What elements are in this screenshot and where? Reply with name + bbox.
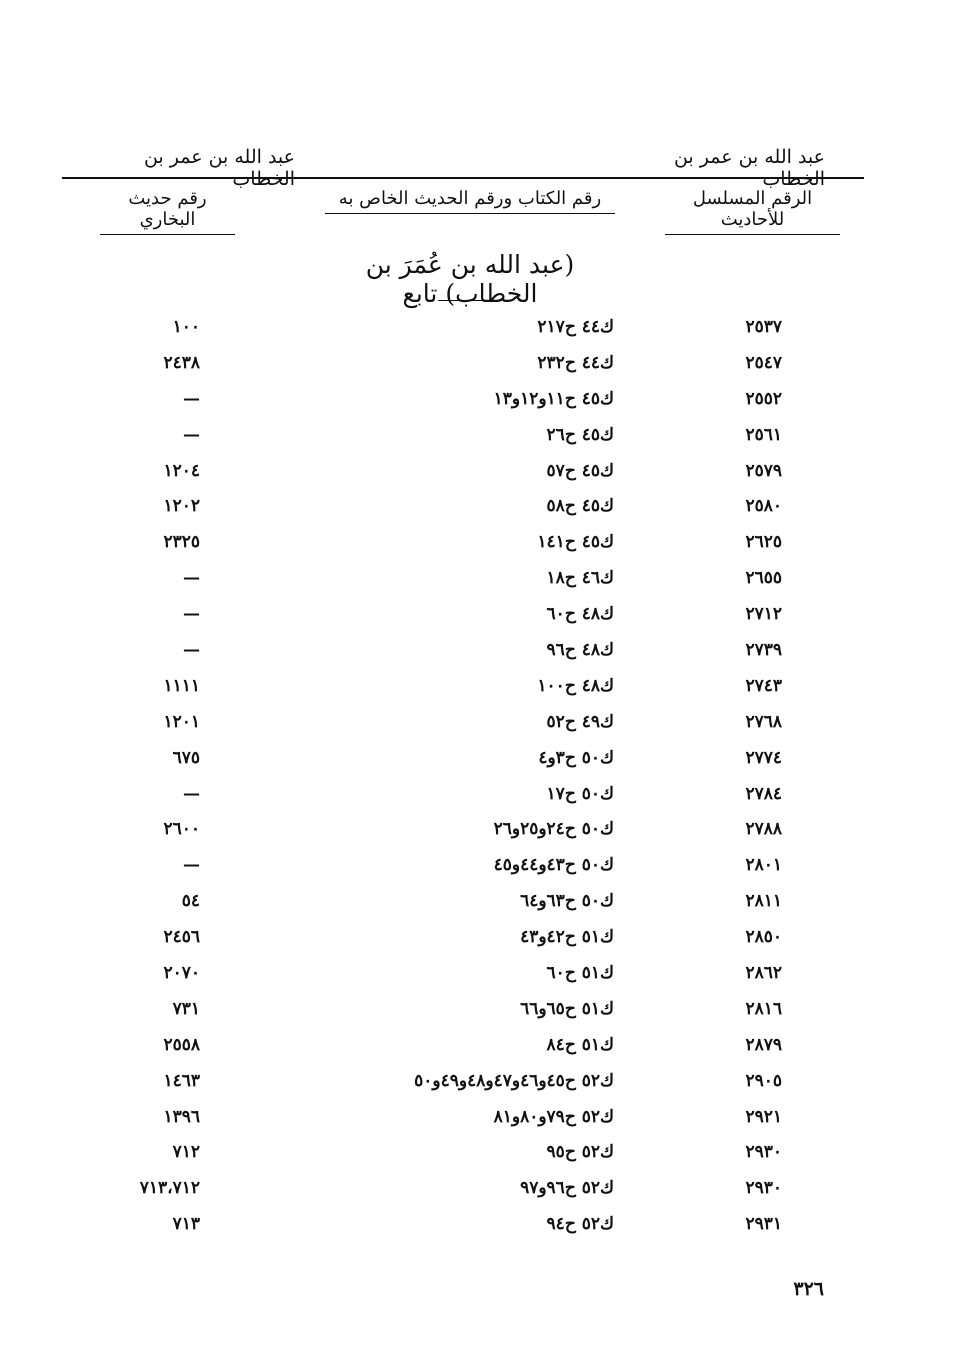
table-row [0, 705, 956, 741]
table-row [0, 561, 956, 597]
table-row [0, 1135, 956, 1171]
serial-cell: ٢٨١٦ [745, 998, 782, 1019]
bukhari-cell: ٢٠٧٠ [163, 963, 200, 984]
bukhari-cell: ١٢٠٢ [163, 496, 200, 517]
table-row [0, 741, 956, 777]
reference-cell: ك٥٢ ح٧٩و٨٠و٨١ [493, 1106, 614, 1127]
serial-cell: ٢٧٦٨ [745, 711, 782, 732]
reference-cell: ك٥١ ح٨٤ [546, 1034, 614, 1055]
serial-cell: ٢٧٨٤ [745, 783, 782, 804]
bukhari-cell: ٢٣٢٥ [163, 532, 200, 553]
section-rule [438, 300, 500, 301]
table-row [0, 597, 956, 633]
bukhari-cell: ٢٤٣٨ [163, 352, 200, 373]
reference-cell: ك٥٠ ح٢٤و٢٥و٢٦ [493, 819, 614, 840]
serial-cell: ٢٩٣٠ [745, 1178, 782, 1199]
serial-cell: ٢٨٠١ [745, 855, 782, 876]
serial-cell: ٢٩٣٠ [745, 1142, 782, 1163]
table-row [0, 920, 956, 956]
bukhari-cell: — [183, 424, 200, 445]
bukhari-cell: ٧١٣،٧١٢ [139, 1178, 200, 1199]
reference-cell: ك٤٨ ح٦٠ [546, 604, 614, 625]
serial-cell: ٢٧٣٩ [745, 640, 782, 661]
table-row [0, 992, 956, 1028]
bukhari-cell: ١١١١ [163, 675, 200, 696]
serial-cell: ٢٨٧٩ [745, 1034, 782, 1055]
column-header-reference: رقم الكتاب ورقم الحديث الخاص به [325, 188, 615, 214]
serial-cell: ٢٥٥٢ [745, 388, 782, 409]
reference-cell: ك٥٠ ح٤٣و٤٤و٤٥ [493, 855, 614, 876]
table-row [0, 310, 956, 346]
bukhari-cell: ٢٤٥٦ [163, 927, 200, 948]
reference-cell: ك٤٥ ح١١و١٢و١٣ [493, 388, 614, 409]
serial-cell: ٢٥٣٧ [745, 317, 782, 337]
serial-cell: ٢٩٠٥ [745, 1070, 782, 1091]
serial-cell: ٢٧٧٤ [745, 747, 782, 768]
bukhari-cell: ١٢٠١ [163, 711, 200, 732]
reference-cell: ك٤٥ ح٥٨ [546, 496, 614, 517]
table-body [0, 310, 956, 1243]
reference-cell: ك٤٩ ح٥٢ [546, 711, 614, 732]
serial-cell: ٢٦٢٥ [745, 532, 782, 553]
reference-cell: ك٥٠ ح٣و٤ [538, 747, 614, 768]
bukhari-cell: ٧١٣ [172, 1214, 200, 1235]
serial-cell: ٢٩٢١ [745, 1106, 782, 1127]
reference-cell: ك٥٢ ح٩٤ [546, 1214, 614, 1235]
serial-cell: ٢٨١١ [745, 891, 782, 912]
bukhari-cell: ١٢٠٤ [163, 460, 200, 481]
reference-cell: ك٥٢ ح٩٥ [546, 1142, 614, 1163]
table-row [0, 382, 956, 418]
table-row [0, 956, 956, 992]
reference-cell: ك٤٤ ح٢٣٢ [537, 352, 614, 373]
reference-cell: ك٥٠ ح٦٣و٦٤ [520, 891, 614, 912]
serial-cell: ٢٥٦١ [745, 424, 782, 445]
bukhari-cell: — [183, 640, 200, 661]
running-header-left: عبد الله بن عمر بن الخطاب [143, 146, 295, 190]
serial-cell: ٢٧٨٨ [745, 819, 782, 840]
reference-cell: ك٥١ ح٦٥و٦٦ [520, 998, 614, 1019]
table-row [0, 1207, 956, 1243]
running-header-right: عبد الله بن عمر بن الخطاب [673, 146, 825, 190]
table-row [0, 812, 956, 848]
serial-cell: ٢٦٥٥ [745, 568, 782, 589]
reference-cell: ك٤٦ ح١٨ [546, 568, 614, 589]
reference-cell: ك٥٠ ح١٧ [546, 783, 614, 804]
section-title: (عبد الله بن عُمَرَ بن الخطاب) تابع [365, 250, 575, 308]
reference-cell: ك٥٢ ح٩٦و٩٧ [520, 1178, 614, 1199]
table-row [0, 489, 956, 525]
serial-cell: ٢٨٥٠ [745, 927, 782, 948]
table-row [0, 346, 956, 382]
table-row [0, 1100, 956, 1136]
table-row [0, 1171, 956, 1207]
bukhari-cell: — [183, 604, 200, 625]
serial-cell: ٢٧١٢ [745, 604, 782, 625]
column-header-serial: الرقم المسلسل للأحاديث [665, 188, 840, 235]
table-row [0, 633, 956, 669]
bukhari-cell: ٧١٢ [172, 1142, 200, 1163]
serial-cell: ٢٧٤٣ [745, 675, 782, 696]
bukhari-cell: — [183, 855, 200, 876]
bukhari-cell: ١٠٠ [172, 317, 200, 337]
serial-cell: ٢٥٧٩ [745, 460, 782, 481]
bukhari-cell: ٢٥٥٨ [163, 1034, 200, 1055]
table-row [0, 884, 956, 920]
bukhari-cell: ٧٣١ [172, 998, 200, 1019]
bukhari-cell: ١٤٦٣ [163, 1070, 200, 1091]
table-row [0, 454, 956, 490]
table-row [0, 848, 956, 884]
bukhari-cell: ٢٦٠٠ [163, 819, 200, 840]
serial-cell: ٢٩٣١ [745, 1214, 782, 1235]
reference-cell: ك٤٨ ح١٠٠ [537, 675, 614, 696]
bukhari-cell: ١٣٩٦ [163, 1106, 200, 1127]
serial-cell: ٢٥٨٠ [745, 496, 782, 517]
column-header-bukhari: رقم حديث البخاري [100, 188, 235, 235]
table-row [0, 525, 956, 561]
table-row [0, 1028, 956, 1064]
table-row [0, 669, 956, 705]
reference-cell: ك٤٥ ح٥٧ [546, 460, 614, 481]
reference-cell: ك٥١ ح٦٠ [546, 963, 614, 984]
table-row [0, 1064, 956, 1100]
table-row [0, 777, 956, 813]
reference-cell: ك٤٨ ح٩٦ [546, 640, 614, 661]
reference-cell: ك٤٥ ح٢٦ [546, 424, 614, 445]
bukhari-cell: ٦٧٥ [172, 747, 200, 768]
reference-cell: ك٤٥ ح١٤١ [537, 532, 614, 553]
table-row [0, 418, 956, 454]
header-rule [62, 177, 864, 179]
reference-cell: ك٥٢ ح٤٥و٤٦و٤٧و٤٨و٤٩و٥٠ [414, 1070, 614, 1091]
bukhari-cell: ٥٤ [181, 891, 200, 912]
bukhari-cell: — [183, 388, 200, 409]
bukhari-cell: — [183, 783, 200, 804]
reference-cell: ك٥١ ح٤٢و٤٣ [520, 927, 614, 948]
reference-cell: ك٤٤ ح٢١٧ [537, 317, 614, 337]
serial-cell: ٢٨٦٢ [745, 963, 782, 984]
bukhari-cell: — [183, 568, 200, 589]
serial-cell: ٢٥٤٧ [745, 352, 782, 373]
page-number: ٣٢٦ [793, 1278, 824, 1300]
